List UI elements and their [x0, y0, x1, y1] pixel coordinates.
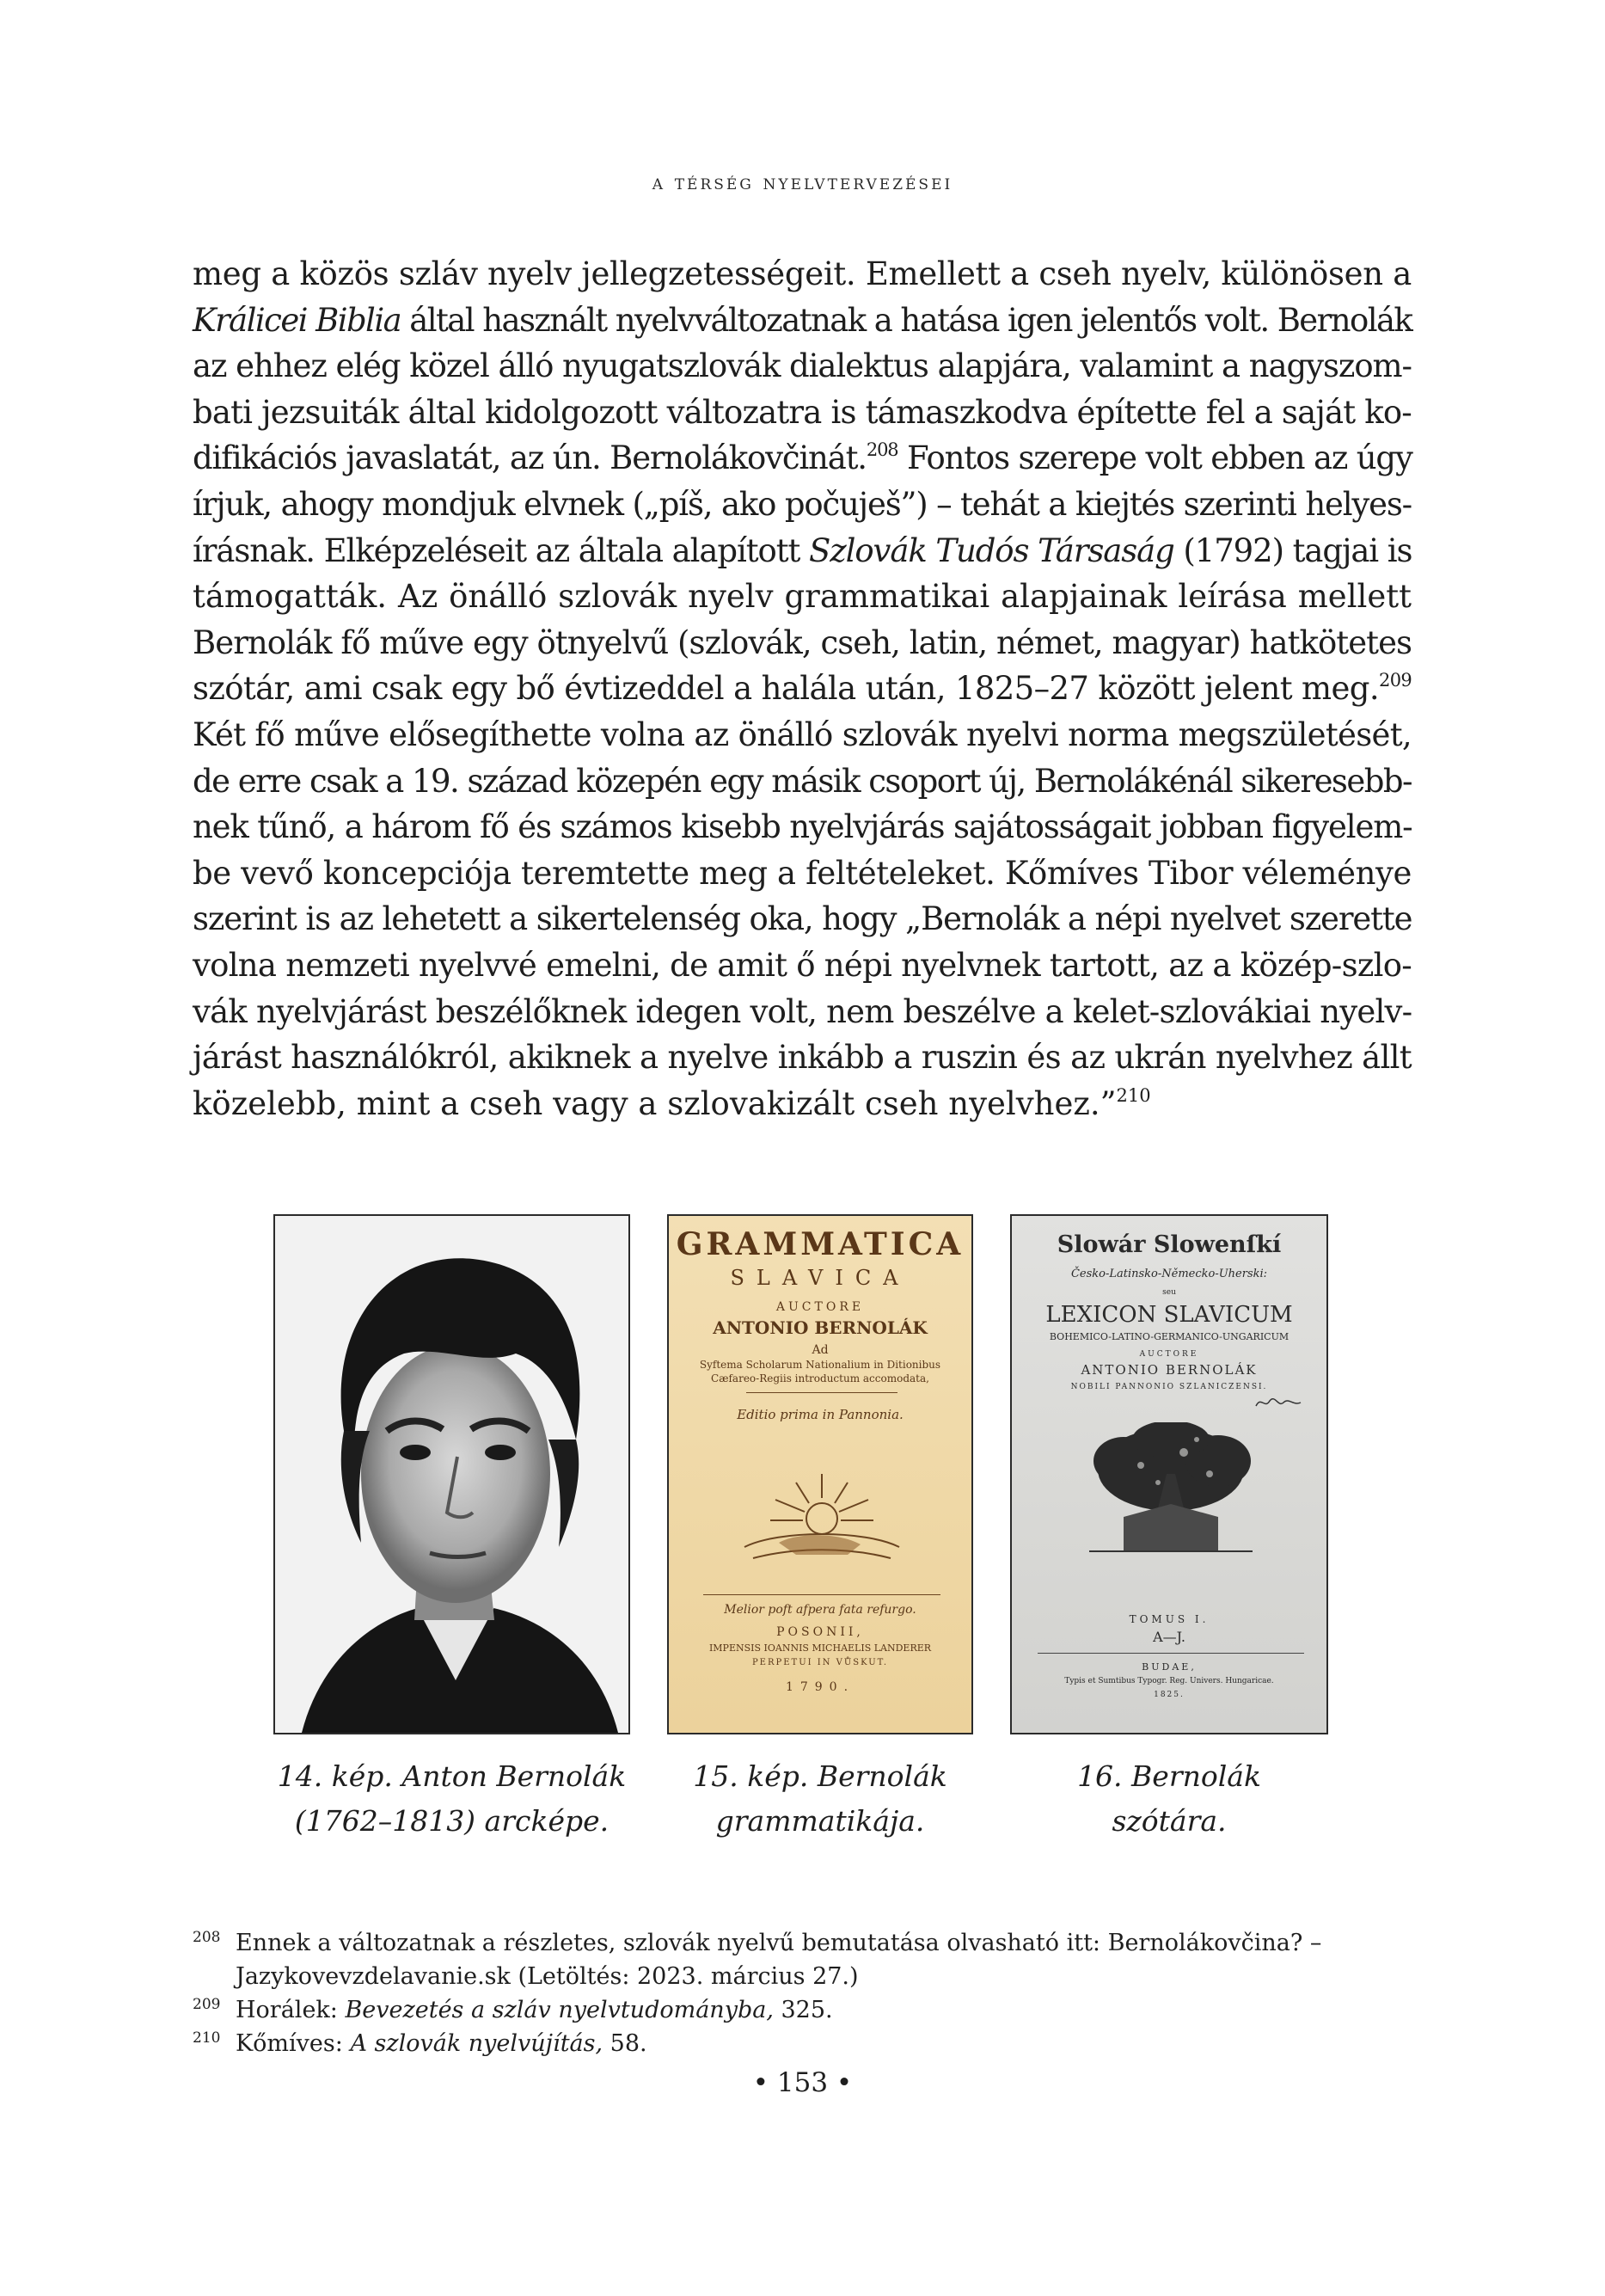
footnote-title: A szlovák nyelvújítás,	[350, 2030, 603, 2057]
cover-text: AUCTORE	[1139, 1350, 1199, 1359]
footnote-209	[193, 1993, 1412, 2027]
page-number: • 153 •	[752, 2067, 853, 2098]
footnote-author: Horálek:	[236, 1997, 346, 2023]
cover-text: seu	[1162, 1288, 1176, 1297]
body-line	[193, 343, 1412, 390]
line-text: szerint is az lehetett a sikertelenség oka, hogy „Bernolák a népi nyelvet szerette	[193, 900, 1412, 938]
caption-line: 15. kép. Bernolák	[693, 1759, 947, 1793]
body-line	[193, 804, 1412, 850]
body-line	[193, 528, 1412, 574]
line-text: Bernolák fő műve egy ötnyelvű (szlovák, cseh, latin, német, magyar) hatkötetes	[193, 623, 1412, 661]
body-line	[193, 712, 1412, 758]
line-text: difikációs javaslatát, az ún. Bernolákovčinát.	[193, 439, 867, 477]
footnote-title: Bevezetés a szláv nyelvtudományba,	[345, 1997, 774, 2023]
line-text: járást használókról, akiknek a nyelve inkább a ruszin és az ukrán nyelvhez állt	[193, 1039, 1412, 1077]
cover-motto: Melior poft afpera fata refurgo.	[724, 1603, 916, 1617]
cover-place: POSONII,	[776, 1625, 864, 1639]
portrait-drawing	[275, 1216, 630, 1734]
body-line	[193, 850, 1412, 897]
cover-printer: IMPENSIS IOANNIS MICHAELIS LANDERER	[708, 1642, 932, 1654]
body-line	[193, 435, 1412, 482]
caption-line: 16. Bernolák	[1077, 1759, 1261, 1793]
line-text: írásnak. Elképzeléseit az általa alapított	[193, 531, 809, 569]
footnote-ref: 209	[1378, 670, 1412, 691]
body-line	[193, 574, 1412, 620]
cover-text: Ad	[812, 1343, 829, 1357]
cover-title: Slowár Slowenſkí	[1057, 1231, 1282, 1258]
cover-year: 1790.	[785, 1680, 855, 1694]
body-text	[193, 251, 1412, 1127]
body-line	[193, 251, 1412, 298]
body-line	[193, 666, 1412, 712]
line-text: közelebb, mint a cseh vagy a szlovakizált cseh nyelvhez.”	[193, 1084, 1117, 1122]
cover-year: 1825.	[1154, 1691, 1185, 1699]
cover-text: AUCTORE	[775, 1300, 865, 1314]
caption-line: szótára.	[1112, 1804, 1227, 1838]
footnotes	[193, 1926, 1412, 2060]
line-text: be vevő koncepciója teremtette meg a feltételeket. Kőmíves Tibor véleménye	[193, 854, 1412, 892]
line-text: által használt nyelvváltozatnak a hatása igen jelentős volt. Bernolák	[401, 301, 1412, 339]
caption-line: 14. kép. Anton Bernolák	[277, 1759, 627, 1793]
body-line	[193, 298, 1412, 344]
line-text: Fontos szerepe volt ebben az úgy	[897, 439, 1412, 477]
footnote-number: 208	[193, 1929, 221, 1946]
body-line	[193, 942, 1412, 989]
cover-rule	[1038, 1653, 1304, 1654]
signature	[1253, 1392, 1304, 1413]
footnote-text: Jazykovevzdelavanie.sk (Letöltés: 2023. március 27.)	[236, 1963, 859, 1990]
footnote-number: 209	[193, 1996, 221, 2013]
caption-line: (1762–1813) arcképe.	[294, 1804, 610, 1838]
line-text: írjuk, ahogy mondjuk elvnek („píš, ako počuješ”) – tehát a kiejtés szerinti helyes-	[193, 485, 1412, 523]
footnote-page: 58.	[603, 2030, 647, 2057]
body-line	[193, 390, 1412, 436]
line-text: az ehhez elég közel álló nyugatszlovák dialektus alapjára, valamint a nagyszom-	[193, 347, 1412, 385]
cover-title: GRAMMATICA	[676, 1226, 965, 1262]
line-text: meg a közös szláv nyelv jellegzetességeit. Emellett a cseh nyelv, különösen a	[193, 255, 1412, 292]
figure-15-caption	[653, 1754, 987, 1844]
cover-volume: TOMUS I.	[1129, 1613, 1210, 1625]
footnote-210	[193, 2027, 1412, 2060]
figure-14-caption	[258, 1754, 646, 1844]
cover-text: Cæfareo-Regiis introductum accomodata,	[711, 1372, 929, 1384]
cover-text: Česko-Latinsko-Německo-Uherski:	[1070, 1268, 1268, 1280]
cover-edition: Editio prima in Pannonia.	[737, 1407, 904, 1422]
line-text: támogatták. Az önálló szlovák nyelv grammatikai alapjainak leírása mellett	[193, 578, 1412, 616]
line-text: nek tűnő, a három fő és számos kisebb nyelvjárás sajátosságait jobban figyelem-	[193, 808, 1412, 846]
body-line	[193, 1081, 1412, 1127]
line-text: szótár, ami csak egy bő évtizeddel a halála után, 1825–27 között jelent meg.	[193, 670, 1379, 708]
grammar-cover-image	[667, 1214, 973, 1734]
footnote-text: Ennek a változatnak a részletes, szlovák nyelvű bemutatása olvasható itt: Bernolákovčina? –	[236, 1930, 1322, 1956]
caption-line: grammatikája.	[715, 1804, 925, 1838]
body-line	[193, 758, 1412, 805]
line-text: vák nyelvjárást beszélőknek idegen volt, nem beszélve a kelet-szlovákiai nyelv-	[193, 992, 1412, 1030]
cover-range: A—J.	[1153, 1629, 1185, 1645]
cover-rule	[746, 1392, 897, 1393]
footnote-ref: 208	[866, 439, 898, 461]
body-line	[193, 620, 1412, 666]
footnote-author: Kőmíves:	[236, 2030, 351, 2057]
cover-author: ANTONIO BERNOLÁK	[713, 1317, 928, 1338]
footnote-ref: 210	[1116, 1084, 1151, 1106]
body-line	[193, 1034, 1412, 1081]
tree-vignette	[1072, 1422, 1270, 1560]
line-text: bati jezsuiták által kidolgozott változatra is támaszkodva építette fel a saját ko-	[193, 393, 1412, 431]
figure-16-caption	[997, 1754, 1341, 1844]
running-head: a térség nyelvtervezései	[652, 170, 953, 194]
italic-title: Szlovák Tudós Társaság	[808, 531, 1174, 569]
vignette-illustration	[719, 1465, 925, 1569]
cover-place: BUDAE,	[1142, 1661, 1197, 1673]
footnote-page: 325.	[773, 1997, 833, 2023]
portrait-image	[273, 1214, 630, 1734]
cover-latin-title: LEXICON SLAVICUM	[1045, 1302, 1293, 1328]
cover-text: Syftema Scholarum Nationalium in Ditionibus	[699, 1359, 941, 1371]
cover-printer: Typis et Sumtibus Typogr. Reg. Univers. Hungaricae.	[1064, 1677, 1274, 1685]
line-text: Két fő műve elősegíthette volna az önálló szlovák nyelvi norma megszületését,	[193, 715, 1412, 753]
line-text: (1792) tagjai is	[1173, 531, 1412, 569]
cover-author: ANTONIO BERNOLÁK	[1081, 1362, 1258, 1378]
cover-text: NOBILI PANNONIO SZLANICZENSI.	[1070, 1383, 1268, 1391]
lexicon-cover-image	[1010, 1214, 1328, 1734]
body-line	[193, 896, 1412, 942]
body-line	[193, 989, 1412, 1035]
cover-subtitle: SLAVICA	[730, 1266, 910, 1290]
line-text: volna nemzeti nyelvvé emelni, de amit ő népi nyelvnek tartott, az a közép-szlo-	[193, 946, 1412, 984]
footnote-number: 210	[193, 2029, 221, 2047]
footnote-208	[193, 1926, 1412, 1993]
cover-text: PERPETUI IN VŮSKUT.	[751, 1658, 889, 1667]
line-text: de erre csak a 19. század közepén egy másik csoport új, Bernolákénál sikeresebb-	[193, 762, 1412, 800]
cover-text: BOHEMICO-LATINO-GERMANICO-UNGARICUM	[1049, 1331, 1290, 1342]
italic-title: Králicei Biblia	[193, 301, 401, 339]
cover-rule	[703, 1594, 940, 1595]
body-line	[193, 482, 1412, 528]
